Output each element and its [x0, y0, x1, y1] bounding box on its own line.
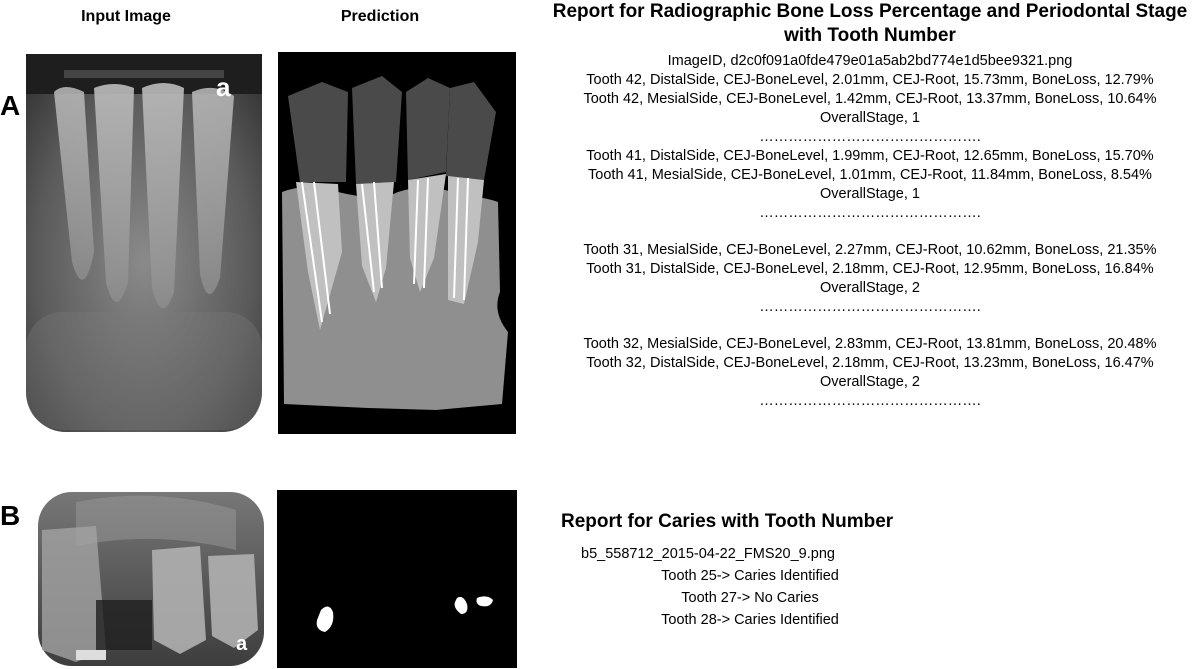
- caries-report-lines: [600, 565, 900, 631]
- caries-line: Tooth 28-> Caries Identified: [661, 612, 839, 628]
- report-line: Tooth 31, DistalSide, CEJ-BoneLevel, 2.18mm, CEJ-Root, 12.95mm, BoneLoss, 16.84%: [586, 261, 1154, 277]
- report-line: Tooth 42, DistalSide, CEJ-BoneLevel, 2.01mm, CEJ-Root, 15.73mm, BoneLoss, 12.79%: [586, 72, 1154, 88]
- caries-line: Tooth 27-> No Caries: [681, 590, 819, 606]
- overall-stage: OverallStage, 2: [820, 374, 920, 390]
- separator: ……………………………………….: [759, 205, 981, 221]
- report-line: Tooth 41, DistalSide, CEJ-BoneLevel, 1.99mm, CEJ-Root, 12.65mm, BoneLoss, 15.70%: [586, 148, 1154, 164]
- overall-stage: OverallStage, 2: [820, 280, 920, 296]
- report-line: Tooth 31, MesialSide, CEJ-BoneLevel, 2.27mm, CEJ-Root, 10.62mm, BoneLoss, 21.35%: [583, 242, 1157, 258]
- bone-loss-report: [540, 52, 1200, 411]
- caries-report-title: Report for Caries with Tooth Number: [561, 511, 894, 532]
- radiograph-label-b: a: [236, 633, 248, 655]
- separator: ……………………………………….: [759, 129, 981, 145]
- prediction-segmentation-a: [278, 52, 516, 434]
- caries-filename: b5_558712_2015-04-22_FMS20_9.png: [581, 546, 835, 562]
- image-id: ImageID, d2c0f091a0fde479e01a5ab2bd774e1d5bee9321.png: [667, 53, 1073, 69]
- panel-label-b: B: [0, 500, 21, 531]
- input-radiograph-b: [36, 490, 266, 668]
- separator: ……………………………………….: [759, 299, 981, 315]
- bone-loss-report-title-line2: with Tooth Number: [784, 25, 956, 46]
- input-radiograph-a: [24, 52, 264, 434]
- report-line: Tooth 32, DistalSide, CEJ-BoneLevel, 2.18mm, CEJ-Root, 13.23mm, BoneLoss, 16.47%: [586, 355, 1154, 371]
- report-line: Tooth 42, MesialSide, CEJ-BoneLevel, 1.42mm, CEJ-Root, 13.37mm, BoneLoss, 10.64%: [583, 91, 1157, 107]
- input-image-header: Input Image: [81, 8, 171, 25]
- overall-stage: OverallStage, 1: [820, 186, 920, 202]
- bone-loss-report-title: [540, 0, 1200, 48]
- prediction-header: Prediction: [340, 8, 420, 25]
- radiograph-label-a: a: [216, 72, 231, 102]
- prediction-caries-b: [277, 490, 517, 668]
- report-line: Tooth 32, MesialSide, CEJ-BoneLevel, 2.83mm, CEJ-Root, 13.81mm, BoneLoss, 20.48%: [583, 336, 1157, 352]
- bone-loss-report-title-line1: Report for Radiographic Bone Loss Percentage and Periodontal Stage: [552, 1, 1188, 22]
- caries-line: Tooth 25-> Caries Identified: [661, 568, 839, 584]
- report-line: Tooth 41, MesialSide, CEJ-BoneLevel, 1.01mm, CEJ-Root, 11.84mm, BoneLoss, 8.54%: [588, 167, 1152, 183]
- overall-stage: OverallStage, 1: [820, 110, 920, 126]
- separator: ……………………………………….: [759, 393, 981, 409]
- panel-label-a: A: [0, 90, 21, 121]
